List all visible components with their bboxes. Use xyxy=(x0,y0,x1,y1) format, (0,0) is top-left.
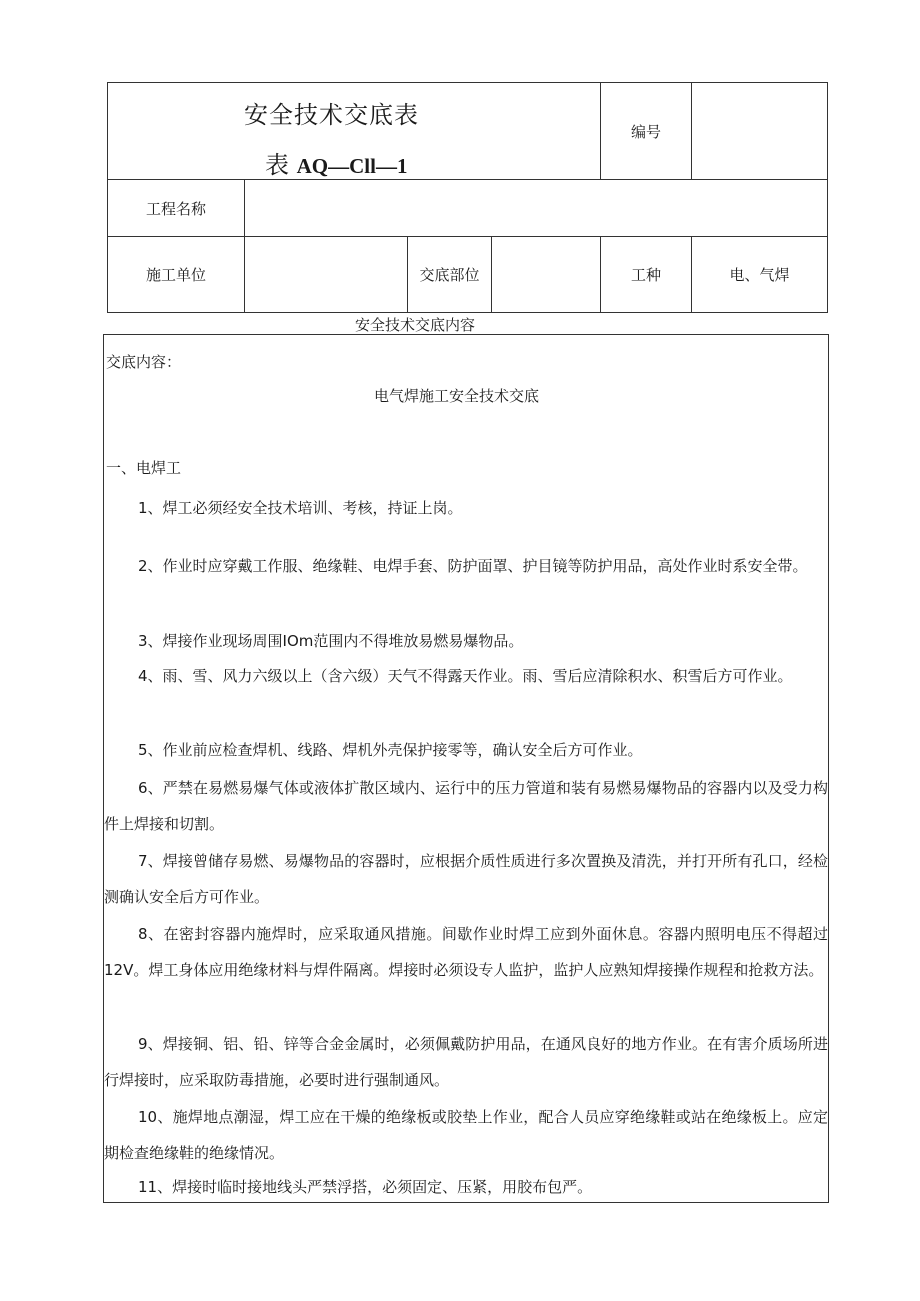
section-caption: 安全技术交底内容 xyxy=(355,316,476,334)
title-cell xyxy=(108,83,601,180)
handover-part-value xyxy=(492,237,601,313)
handover-part-label: 交底部位 xyxy=(408,237,492,313)
list-item: 11、焊接时临时接地线头严禁浮搭，必须固定、压紧，用胶布包严。 xyxy=(138,1178,593,1196)
construction-unit-label: 施工单位 xyxy=(108,237,245,313)
list-item: 2、作业时应穿戴工作服、绝缘鞋、电焊手套、防护面罩、护目镜等防护用品，高处作业时系安全带。 xyxy=(138,557,808,575)
list-item: 5、作业前应检查焊机、线路、焊机外壳保护接零等，确认安全后方可作业。 xyxy=(138,741,643,759)
number-label: 编号 xyxy=(601,83,692,180)
work-type-value: 电、气焊 xyxy=(692,237,828,313)
list-item: 10、施焊地点潮湿，焊工应在干燥的绝缘板或胶垫上作业，配合人员应穿绝缘鞋或站在绝缘板上。应定期检查绝缘鞋的绝缘情况。 xyxy=(104,1108,828,1162)
content-label: 交底内容： xyxy=(106,353,182,371)
content-box xyxy=(103,334,829,1203)
list-item: 7、焊接曾储存易燃、易爆物品的容器时，应根据介质性质进行多次置换及清洗，并打开所有孔口，经检测确认安全后方可作业。 xyxy=(104,852,828,906)
form-title: 安全技术交底表 xyxy=(244,101,419,129)
list-item: 1、焊工必须经安全技术培训、考核，持证上岗。 xyxy=(138,499,463,517)
list-item: 8、在密封容器内施焊时，应采取通风措施。间歇作业时焊工应到外面休息。容器内照明电压不得超过12V。焊工身体应用绝缘材料与焊件隔离。焊接时必须设专人监护，监护人应熟知焊接操作规程和抢救方法。 xyxy=(104,925,828,979)
work-type-label: 工种 xyxy=(601,237,692,313)
construction-unit-value xyxy=(245,237,408,313)
content-heading: 电气焊施工安全技术交底 xyxy=(374,387,540,405)
header-table xyxy=(107,82,828,313)
form-code: 表 AQ—Cll—1 xyxy=(265,151,408,179)
list-item: 3、焊接作业现场周围IOm范围内不得堆放易燃易爆物品。 xyxy=(138,632,524,650)
list-item: 6、严禁在易燃易爆气体或液体扩散区域内、运行中的压力管道和装有易燃易爆物品的容器内以及受力构件上焊接和切割。 xyxy=(104,779,828,833)
number-value xyxy=(692,83,828,180)
project-name-label: 工程名称 xyxy=(108,180,245,237)
subheading-electric-welder: 一、电焊工 xyxy=(106,459,182,477)
list-item: 9、焊接铜、铝、铅、锌等合金金属时，必须佩戴防护用品，在通风良好的地方作业。在有害介质场所进行焊接时，应采取防毒措施，必要时进行强制通风。 xyxy=(104,1035,828,1089)
list-item: 4、雨、雪、风力六级以上（含六级）天气不得露天作业。雨、雪后应清除积水、积雪后方可作业。 xyxy=(138,667,793,685)
project-name-value xyxy=(245,180,828,237)
